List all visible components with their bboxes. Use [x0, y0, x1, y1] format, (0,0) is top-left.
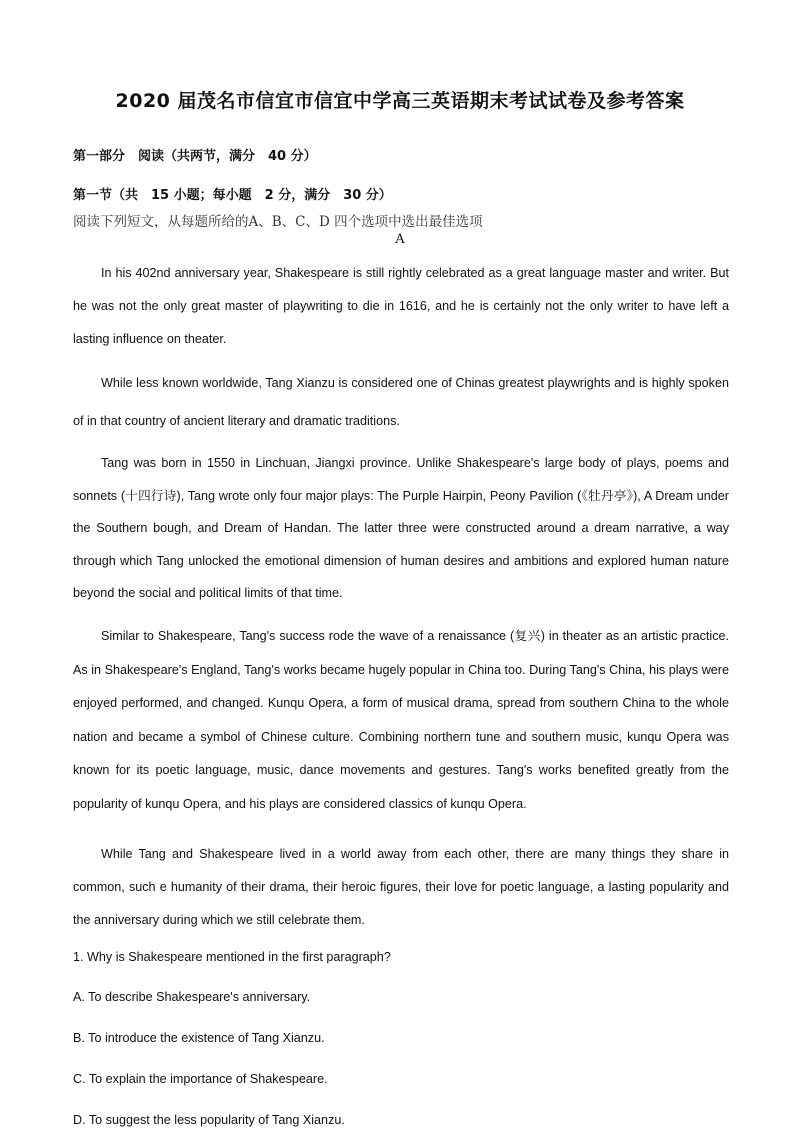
- part-heading: 第一部分 阅读（共两节，满分 40 分）: [73, 149, 317, 164]
- section-heading: 第一节（共 15 小题；每小题 2 分，满分 30 分）: [73, 188, 392, 203]
- paragraph-5: While Tang and Shakespeare lived in a world away from each other, there are many things they share in common, such e humanity of their drama, their heroic figures, their love for poetic language, a lasting popularity and the anniversary during which we still celebrate them.: [73, 847, 729, 927]
- paragraph-4: Similar to Shakespeare, Tang's success rode the wave of a renaissance (复兴) in theater as an artistic practice. As in Shakespeare's England, Tang's works became hugely popular in China too. During Tang's China, his plays were enjoyed performed, and changed. Kunqu Opera, a form of musical drama, spread from southern China to the whole nation and became a symbol of Chinese culture. Combining northern tune and southern music, kunqu Opera was known for its poetic language, music, dance movements and gestures. Tang's works benefited greatly from the popularity of kunqu Opera, and his plays are considered classics of kunqu Opera.: [73, 629, 729, 811]
- option-c: C. To explain the importance of Shakespeare.: [73, 1072, 328, 1086]
- passage-letter: A: [395, 232, 405, 247]
- paragraph-1: In his 402nd anniversary year, Shakespeare is still rightly celebrated as a great language master and writer. But he was not the only great master of playwriting to die in 1616, and he is certainly not the only writer to have left a lasting influence on theater.: [73, 266, 729, 346]
- paragraph-3: Tang was born in 1550 in Linchuan, Jiangxi province. Unlike Shakespeare's large body of plays, poems and sonnets (十四行诗), Tang wrote only four major plays: The Purple Hairpin, Peony Pavilion (《牡丹亭》), A Dream under the Southern bough, and Dream of Handan. The latter three were constructed around a dream narrative, a way through which Tang unlocked the emotional dimension of human desires and ambitions and explored human nature beyond the social and political limits of that time.: [73, 456, 729, 600]
- question-1: 1. Why is Shakespeare mentioned in the first paragraph?: [73, 950, 391, 964]
- option-b: B. To introduce the existence of Tang Xianzu.: [73, 1031, 325, 1045]
- page-title: 2020 届茂名市信宜市信宜中学高三英语期末考试试卷及参考答案: [115, 90, 685, 112]
- option-a: A. To describe Shakespeare's anniversary.: [73, 990, 311, 1004]
- paragraph-2: While less known worldwide, Tang Xianzu is considered one of Chinas greatest playwrights and is highly spoken of in that country of ancient literary and dramatic traditions.: [73, 376, 729, 428]
- option-d: D. To suggest the less popularity of Tang Xianzu.: [73, 1113, 345, 1127]
- instruction-text: 阅读下列短文，从每题所给的A、B、C、D 四个选项中选出最佳选项: [73, 214, 483, 230]
